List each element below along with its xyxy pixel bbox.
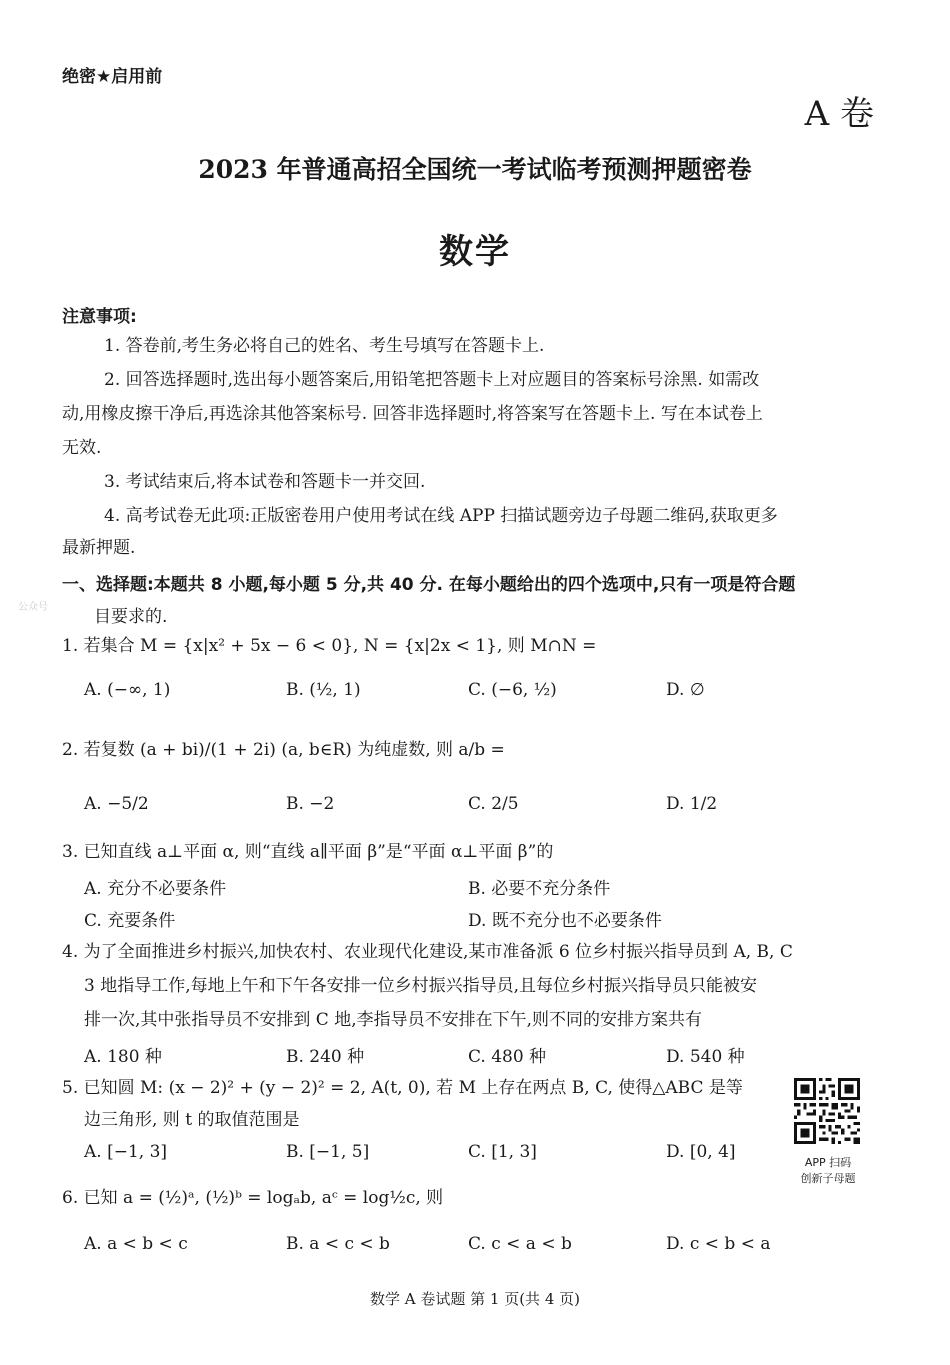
question-5-stem: 边三角形, 则 t 的取值范围是 <box>84 1110 300 1130</box>
q3-option-b: B. 必要不充分条件 <box>468 879 611 899</box>
q3-option-c: C. 充要条件 <box>84 911 176 931</box>
note-line: 动,用橡皮擦干净后,再选涂其他答案标号. 回答非选择题时,将答案写在答题卡上. 写在本试卷上 <box>62 404 763 424</box>
q5-option-b: B. [−1, 5] <box>286 1142 370 1162</box>
volume-label: A 卷 <box>804 94 874 134</box>
qr-caption-2: 创新子母题 <box>800 1172 856 1185</box>
q1-option-c: C. (−6, ½) <box>468 680 557 700</box>
note-line: 2. 回答选择题时,选出每小题答案后,用铅笔把答题卡上对应题目的答案标号涂黑. 如需改 <box>104 370 760 390</box>
qr-caption-1: APP 扫码 <box>804 1156 852 1169</box>
confidential-label: 绝密★启用前 <box>62 67 163 87</box>
question-1-stem: 1. 若集合 M = {x|x² + 5x − 6 < 0}, N = {x|2x < 1}, 则 M∩N = <box>62 636 597 656</box>
q6-option-c: C. c < a < b <box>468 1234 572 1254</box>
section-heading-cont: 目要求的. <box>94 607 168 627</box>
note-line: 1. 答卷前,考生务必将自己的姓名、考生号填写在答题卡上. <box>104 336 545 356</box>
question-4-stem: 排一次,其中张指导员不安排到 C 地,李指导员不安排在下午,则不同的安排方案共有 <box>84 1010 703 1030</box>
q2-option-d: D. 1/2 <box>666 794 718 814</box>
q6-option-d: D. c < b < a <box>666 1234 771 1254</box>
qr-code-icon <box>794 1078 860 1144</box>
section-heading: 一、选择题:本题共 8 小题,每小题 5 分,共 40 分. 在每小题给出的四个选项中,只有一项是符合题 <box>62 575 796 595</box>
q3-option-a: A. 充分不必要条件 <box>84 879 227 899</box>
q2-option-a: A. −5/2 <box>84 794 149 814</box>
question-5-stem: 5. 已知圆 M: (x − 2)² + (y − 2)² = 2, A(t, 0), 若 M 上存在两点 B, C, 使得△ABC 是等 <box>62 1078 743 1098</box>
note-line: 最新押题. <box>62 538 136 558</box>
q2-option-b: B. −2 <box>286 794 335 814</box>
exam-title: 2023 年普通高招全国统一考试临考预测押题密卷 <box>198 155 752 184</box>
q4-option-d: D. 540 种 <box>666 1047 745 1067</box>
subject-title: 数学 <box>439 232 511 272</box>
q6-option-a: A. a < b < c <box>84 1234 188 1254</box>
question-3-stem: 3. 已知直线 a⊥平面 α, 则“直线 a∥平面 β”是“平面 α⊥平面 β”的 <box>62 842 554 862</box>
page-footer: 数学 A 卷试题 第 1 页(共 4 页) <box>369 1290 580 1308</box>
question-4-stem: 3 地指导工作,每地上午和下午各安排一位乡村振兴指导员,且每位乡村振兴指导员只能被安 <box>84 976 758 996</box>
notes-heading: 注意事项: <box>62 307 137 327</box>
q1-option-d: D. ∅ <box>666 680 705 700</box>
watermark: 公众号 <box>18 602 48 613</box>
question-2-stem: 2. 若复数 (a + bi)/(1 + 2i) (a, b∈R) 为纯虚数, 则 a/b = <box>62 740 505 760</box>
q2-option-c: C. 2/5 <box>468 794 519 814</box>
q4-option-a: A. 180 种 <box>84 1047 162 1067</box>
q4-option-b: B. 240 种 <box>286 1047 365 1067</box>
q5-option-c: C. [1, 3] <box>468 1142 537 1162</box>
q5-option-a: A. [−1, 3] <box>84 1142 168 1162</box>
q4-option-c: C. 480 种 <box>468 1047 547 1067</box>
q1-option-a: A. (−∞, 1) <box>84 680 171 700</box>
q3-option-d: D. 既不充分也不必要条件 <box>468 911 662 931</box>
note-line: 3. 考试结束后,将本试卷和答题卡一并交回. <box>104 472 426 492</box>
q1-option-b: B. (½, 1) <box>286 680 361 700</box>
question-4-stem: 4. 为了全面推进乡村振兴,加快农村、农业现代化建设,某市准备派 6 位乡村振兴指导员到 A, B, C <box>62 942 793 962</box>
question-6-stem: 6. 已知 a = (½)ᵃ, (½)ᵇ = logₐb, aᶜ = log½c, 则 <box>62 1188 444 1208</box>
note-line: 4. 高考试卷无此项:正版密卷用户使用考试在线 APP 扫描试题旁边子母题二维码,获取更多 <box>104 506 778 526</box>
note-line: 无效. <box>62 438 102 458</box>
q6-option-b: B. a < c < b <box>286 1234 390 1254</box>
q5-option-d: D. [0, 4] <box>666 1142 736 1162</box>
